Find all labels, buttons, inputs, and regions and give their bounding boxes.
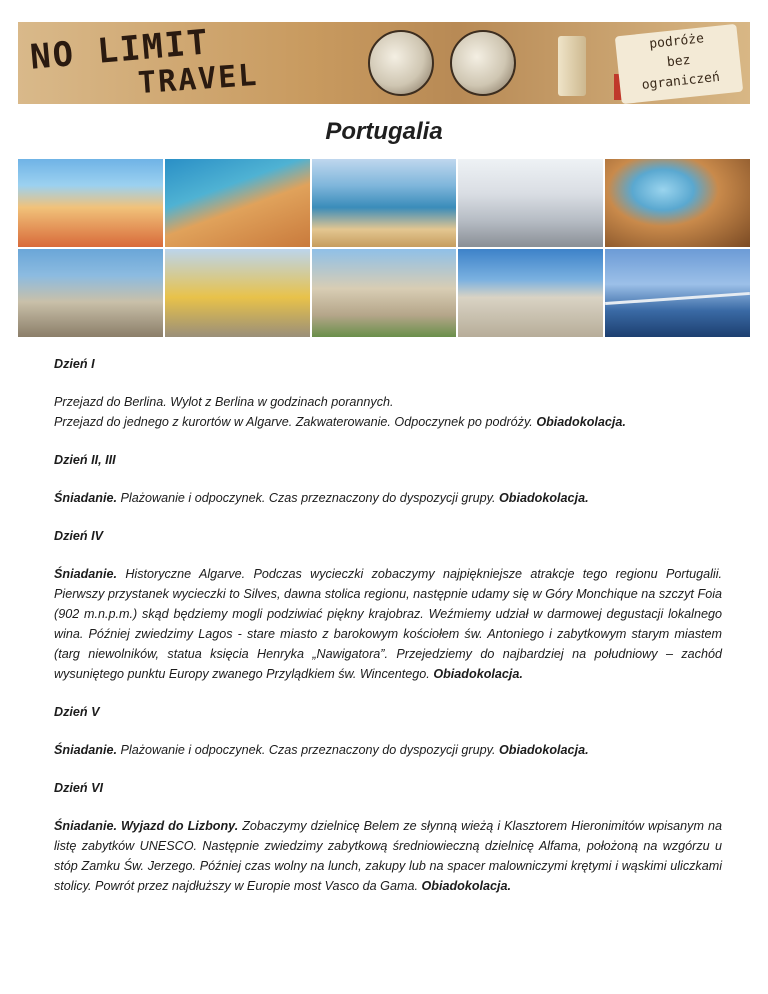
meal-label: Śniadanie. [54,743,117,757]
logo-text-line1: NO LIMIT [28,22,212,78]
meal-label: Obiadokolacja. [536,415,626,429]
meal-label: Śniadanie. [54,567,117,581]
meal-label: Obiadokolacja. [498,743,589,757]
meal-label: Obiadokolacja. [433,667,523,681]
sea-cave-photo [605,159,750,247]
belem-tower-photo [458,249,603,337]
globe-icon [368,30,434,96]
slogan-line: podróże [648,31,705,52]
itinerary [54,354,722,896]
header-banner [18,22,750,104]
day-text: Plażowanie i odpoczynek. Czas przeznaczony do dyspozycji grupy. [117,743,499,757]
day-paragraph [54,816,722,896]
slogan-tag [615,24,743,104]
globe-icon [450,30,516,96]
day-paragraph [54,488,722,508]
day-paragraph [54,740,722,760]
day-text: Historyczne Algarve. Podczas wycieczki zobaczymy najpiękniejsze atrakcje tego regionu Portugalii. Pierwszy przystanek wycieczki to Silves, dawna stolica regionu, następnie udamy się w Góry Monchique na szczyt Foia (902 m.n.p.m.) skąd będziemy mogli podziwiać piękny krajobraz. Weźmiemy udział w darmowej degustacji lokalnego wina. Później zwiedzimy Lagos - stare miasto z barokowym kościołem św. Antoniego i zabytkowym starym miastem (targ niewolników, statua księcia Henryka „Nawigatora”. Przejedziemy do najbardziej na południowy – zachód wysuniętego punktu Europy zwanego Przylądkiem św. Wincentego. [54,567,722,681]
page-title: Portugalia [325,118,443,145]
day-heading: Dzień I [54,357,95,371]
day-paragraph [54,564,722,684]
town-street-photo [458,159,603,247]
day-text: Plażowanie i odpoczynek. Czas przeznaczony do dyspozycji grupy. [117,491,499,505]
day-heading: Dzień VI [54,781,103,795]
day-heading: Dzień V [54,705,100,719]
day-paragraph [54,392,722,432]
vasco-da-gama-bridge-photo [605,249,750,337]
meal-label: Śniadanie. [54,491,117,505]
day-text: Zobaczymy dzielnicę Belem ze słynną wieżą i Klasztorem Hieronimitów wpisanym na listę zabytków UNESCO. Następnie zwiedzimy zabytkową średniowieczną dzielnicę Alfama, położoną na wzgórzu u stóp Zamku Św. Jerzego. Później czas wolny na lunch, zakupy lub na spacer malowniczymi krętymi i wąskimi uliczkami stolicy. Powrót przez najdłuższy w Europie most Vasco da Gama. [54,819,722,893]
lisbon-tram-photo [165,249,310,337]
logo-text-line2: TRAVEL [136,57,260,102]
beach-crowd-photo [18,159,163,247]
slogan-line: ograniczeń [641,69,721,93]
photo-collage [18,159,750,337]
day-text: Przejazd do jednego z kurortów w Algarve. Zakwaterowanie. Odpoczynek po podróży. [54,415,537,429]
day-heading: Dzień IV [54,529,103,543]
cliffs-beach-photo [165,159,310,247]
scroll-icon [558,36,586,96]
meal-label: Obiadokolacja. [421,879,512,893]
meal-label: Obiadokolacja. [498,491,589,505]
cliff-lighthouse-photo [18,249,163,337]
slogan-line: bez [666,52,692,71]
jeronimos-monastery-photo [312,249,457,337]
meal-label: Śniadanie. Wyjazd do Lizbony. [54,819,239,833]
day-text: Przejazd do Berlina. Wylot z Berlina w godzinach porannych. [54,395,394,409]
day-heading: Dzień II, III [54,453,116,467]
coastline-photo [312,159,457,247]
